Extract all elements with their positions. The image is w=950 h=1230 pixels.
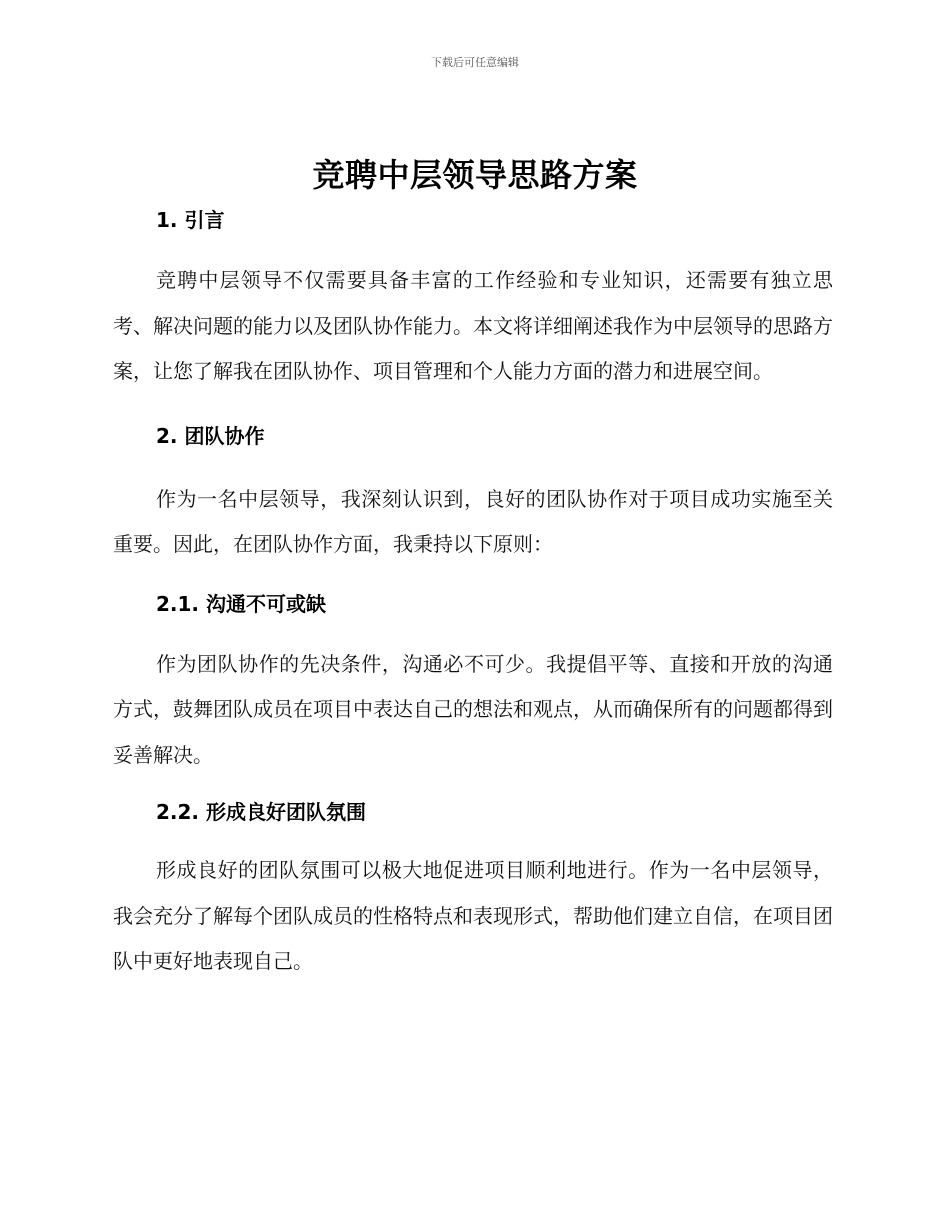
subsection-heading-atmosphere: 2.2. 形成良好团队氛围 (156, 800, 366, 824)
document-title: 竞聘中层领导思路方案 (312, 156, 638, 194)
subsection-paragraph-communication: 作为团队协作的先决条件，沟通必不可少。我提倡平等、直接和开放的沟通方式，鼓舞团队成员在项目中表达自己的想法和观点，从而确保所有的问题都得到妥善解决。 (113, 651, 833, 767)
subsection-heading-communication: 2.1. 沟通不可或缺 (156, 591, 326, 616)
section-paragraph-teamwork: 作为一名中层领导，我深刻认识到，良好的团队协作对于项目成功实施至关重要。因此，在团队协作方面，我秉持以下原则： (113, 486, 833, 556)
header-note: 下载后可任意编辑 (431, 56, 519, 69)
section-heading-teamwork: 2. 团队协作 (156, 423, 265, 448)
section-heading-intro: 1. 引言 (156, 208, 225, 232)
document-body (113, 202, 833, 985)
subsection-paragraph-atmosphere: 形成良好的团队氛围可以极大地促进项目顺利地进行。作为一名中层领导，我会充分了解每个团队成员的性格特点和表现形式，帮助他们建立自信，在项目团队中更好地表现自己。 (113, 858, 833, 973)
section-paragraph-intro: 竞聘中层领导不仅需要具备丰富的工作经验和专业知识，还需要有独立思考、解决问题的能力以及团队协作能力。本文将详细阐述我作为中层领导的思路方案，让您了解我在团队协作、项目管理和个人能力方面的潜力和进展空间。 (113, 268, 833, 383)
